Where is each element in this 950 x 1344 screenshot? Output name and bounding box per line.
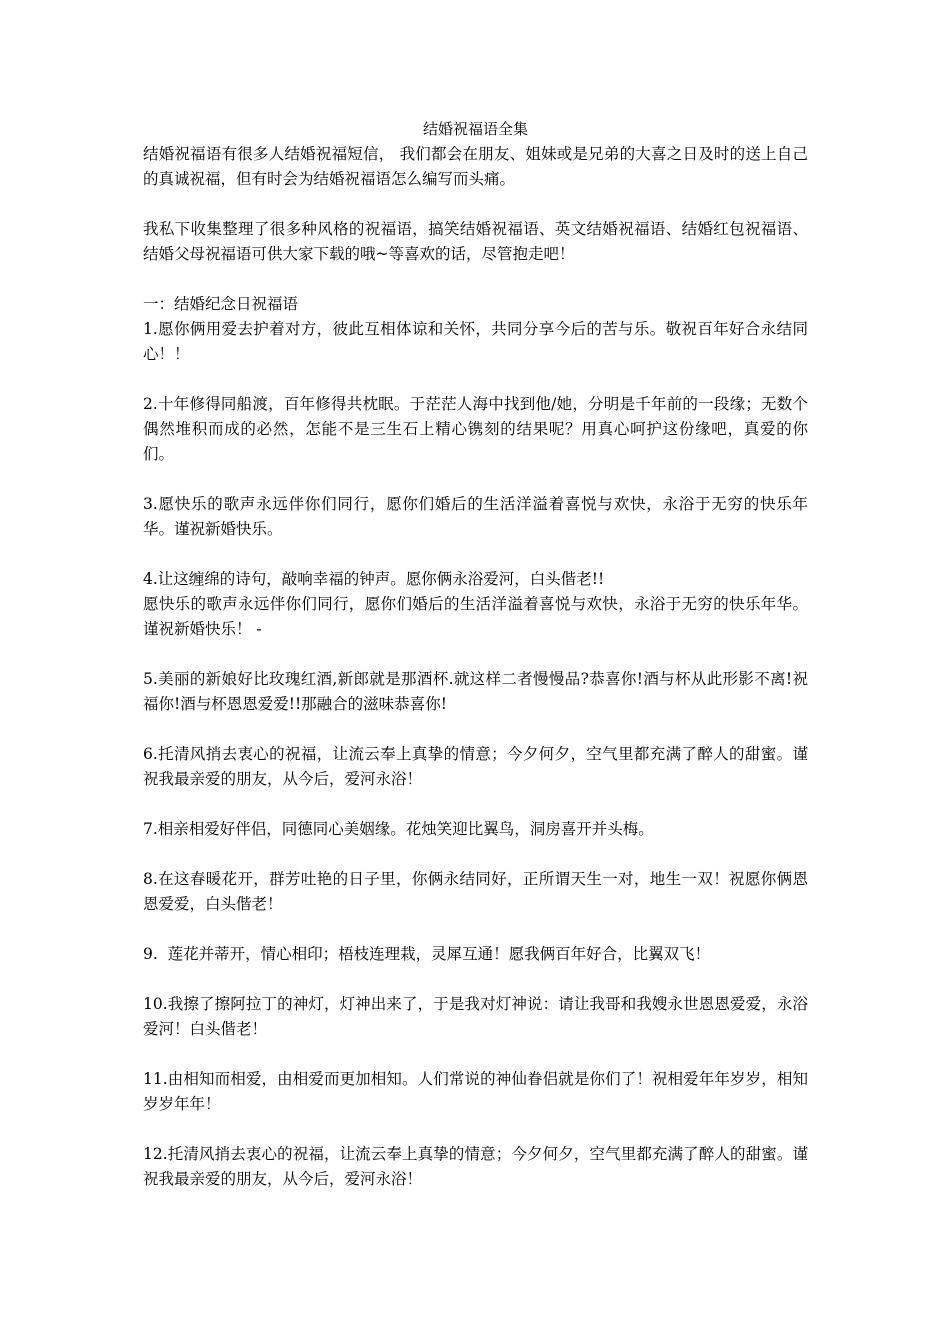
paragraph-gap [143,467,808,492]
blessing-item-4: 4.让这缠绵的诗句，敲响幸福的钟声。愿你俩永浴爱河，白头偕老!! [143,570,605,588]
document-title: 结婚祝福语全集 [422,120,528,138]
blessing-item-7: 7.相亲相爱好伴侣，同德同心美姻缘。花烛笑迎比翼鸟，洞房喜开并头梅。 [143,820,654,838]
blessing-item-2: 2.十年修得同船渡，百年修得共枕眠。于茫茫人海中找到他/她，分明是千年前的一段缘；无数个偶然堆积而成的必然，怎能不是三生石上精心镌刻的结果呢？用真心呵护这份缘吧，真爱的你们。 [143,395,808,463]
paragraph-gap [143,367,808,392]
blessing-item-12: 12.托清风捎去衷心的祝福，让流云奉上真挚的情意；今夕何夕，空气里都充满了醉人的甜蜜。谨祝我最亲爱的朋友，从今后，爱河永浴！ [143,1145,808,1188]
intro-paragraph-1: 结婚祝福语有很多人结婚祝福短信， 我们都会在朋友、姐妹或是兄弟的大喜之日及时的送上自己的真诚祝福，但有时会为结婚祝福语怎么编写而头痛。 [143,145,808,188]
paragraph-gap [143,642,808,667]
intro-paragraph-2: 我私下收集整理了很多种风格的祝福语，搞笑结婚祝福语、英文结婚祝福语、结婚红包祝福语、结婚父母祝福语可供大家下载的哦~等喜欢的话，尽管抱走吧！ [143,220,808,263]
document-body [143,117,808,1192]
paragraph-gap [143,267,808,292]
paragraph-gap [143,717,808,742]
section-heading: 一：结婚纪念日祝福语 [143,295,299,313]
blessing-item-9: 9. 莲花并蒂开，情心相印；梧枝连理栽，灵犀互通！愿我俩百年好合，比翼双飞！ [143,945,711,963]
paragraph-gap [143,542,808,567]
blessing-item-10: 10.我擦了擦阿拉丁的神灯，灯神出来了，于是我对灯神说：请让我哥和我嫂永世恩恩爱爱，永浴爱河！白头偕老！ [143,995,808,1038]
paragraph-gap [143,842,808,867]
blessing-item-5: 5.美丽的新娘好比玫瑰红酒,新郎就是那酒杯.就这样二者慢慢品?恭喜你!酒与杯从此形影不离!祝福你!酒与杯恩恩爱爱!!那融合的滋味恭喜你! [143,670,808,713]
blessing-item-3: 3.愿快乐的歌声永远伴你们同行，愿你们婚后的生活洋溢着喜悦与欢快，永浴于无穷的快乐年华。谨祝新婚快乐。 [143,495,808,538]
blessing-item-1: 1.愿你俩用爱去护着对方，彼此互相体谅和关怀，共同分享今后的苦与乐。敬祝百年好合永结同心！！ [143,320,808,363]
blessing-item-11: 11.由相知而相爱，由相爱而更加相知。人们常说的神仙眷侣就是你们了！祝相爱年年岁岁，相知岁岁年年！ [143,1070,808,1113]
paragraph-gap [143,917,808,942]
paragraph-gap [143,192,808,217]
blessing-item-8: 8.在这春暖花开，群芳吐艳的日子里，你俩永结同好，正所谓天生一对，地生一双！祝愿你俩恩恩爱爱，白头偕老！ [143,870,808,913]
blessing-item-6: 6.托清风捎去衷心的祝福，让流云奉上真挚的情意；今夕何夕，空气里都充满了醉人的甜蜜。谨祝我最亲爱的朋友，从今后，爱河永浴！ [143,745,808,788]
paragraph-gap [143,1117,808,1142]
paragraph-gap [143,967,808,992]
blessing-item-4-extra: 愿快乐的歌声永远伴你们同行，愿你们婚后的生活洋溢着喜悦与欢快，永浴于无穷的快乐年华。谨祝新婚快乐！ - [143,595,808,638]
paragraph-gap [143,1042,808,1067]
paragraph-gap [143,792,808,817]
